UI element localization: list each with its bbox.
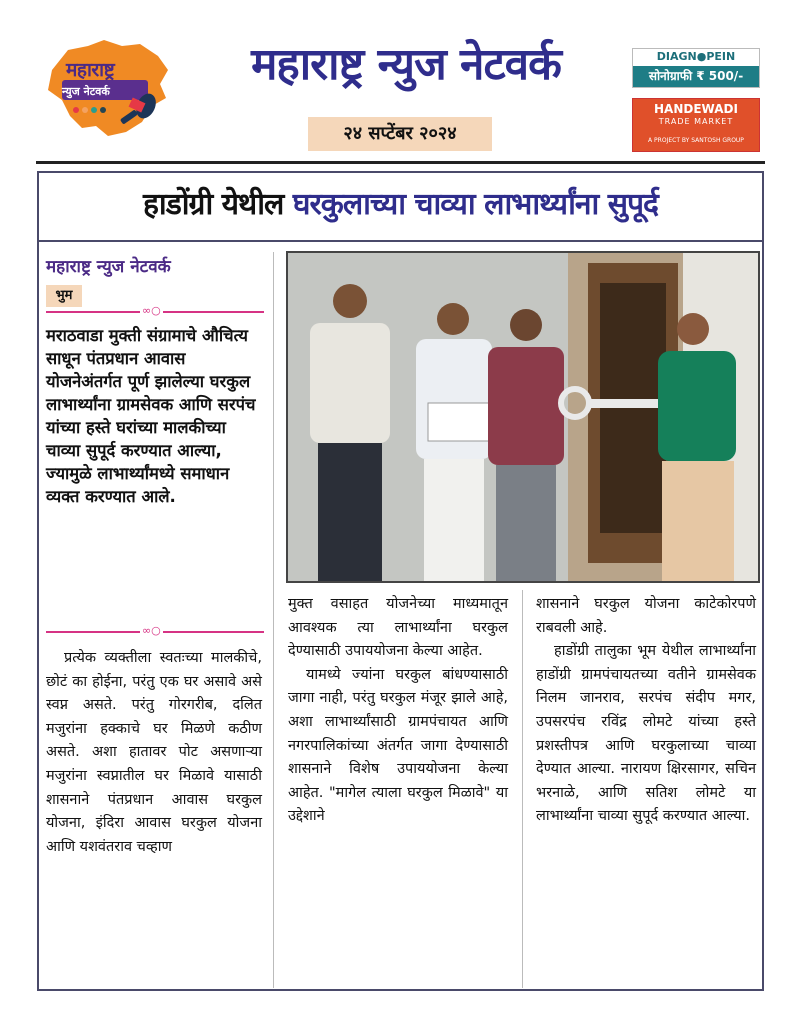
paragraph: हाडोंग्री तालुका भूम येथील लाभार्थ्यांना हाडोंग्री ग्रामपंचायतच्या वतीने ग्रामसेवक निलम जानराव, सरपंच संदीप मगर, उपसरपंच रविंद्र लोमटे यांच्या हस्ते प्रशस्तीपत्र आणि घरकुलाच्या चाव्या देण्यात आल्या. नारायण क्षिरसागर, सचिन भरनाळे, आणि सतिश लोमटे या लाभार्थ्यांना चाव्या सुपूर्द करण्यात आल्या. <box>536 643 756 825</box>
dateline-place: भुम <box>46 285 82 307</box>
logo-line1: महाराष्ट्र <box>66 59 115 81</box>
masthead-title: महाराष्ट्र न्युज नेटवर्क <box>251 39 561 90</box>
paragraph: मुक्त वसाहत योजनेच्या माध्यमातून आवश्यक त्या लाभार्थ्यांना घरकुल देण्यासाठी उपाययोजना केल्या आहेत. <box>288 596 508 660</box>
article-photo[interactable] <box>286 251 760 583</box>
headline-part1: हाडोंग्री येथील <box>143 187 284 222</box>
issue-date: २४ सप्टेंबर २०२४ <box>308 117 492 151</box>
article-byline: महाराष्ट्र न्युज नेटवर्क <box>46 257 171 277</box>
article-headline <box>40 182 761 223</box>
ad-diagnopein[interactable] <box>632 48 760 88</box>
article-column-3 <box>536 593 756 829</box>
paragraph: शासनाने घरकुल योजना काटेकोरपणे राबवली आहे. <box>536 596 756 636</box>
paragraph: प्रत्येक व्यक्तीला स्वतःच्या मालकीचे, छोटं का होईना, परंतु एक घर असावे असे स्वप्न असते. परंतु गोरगरीब, दलित मजुरांना हक्काचे घर मिळणे कठीण असते. अशा हातावर पोट असणाऱ्या मजुरांना स्वप्नातील घर मिळावे यासाठी शासनाने पंतप्रधान आवास घरकुल योजना, इंदिरा आवास घरकुल योजना आणि यशवंतराव चव्हाण <box>46 650 262 855</box>
headline-rule <box>38 240 763 242</box>
article-column-2 <box>288 593 508 829</box>
ad-handewadi-subtitle: TRADE MARKET <box>658 117 734 126</box>
article-column-1 <box>46 647 262 859</box>
logo-line2: न्युज नेटवर्क <box>62 85 110 98</box>
column-separator <box>522 590 523 988</box>
ad-diagnopein-offer: सोनोग्राफी ₹ 500/- <box>633 66 759 87</box>
headline-part2: घरकुलाच्या चाव्या लाभार्थ्यांना सुपूर्द <box>292 187 658 222</box>
column-separator <box>273 252 274 988</box>
ad-handewadi-title: HANDEWADI <box>654 102 738 116</box>
paragraph: यामध्ये ज्यांना घरकुल बांधण्यासाठी जागा नाही, परंतु घरकुल मंजूर झाले आहे, अशा लाभार्थ्यांसाठी ग्रामपंचायत आणि नगरपालिकांच्या अंतर्गत जागा देण्यासाठी शासनाने विशेष उपाययोजना केल्या आहेत. "मागेल त्याला घरकुल मिळावे" या उद्देशाने <box>288 666 508 825</box>
ad-handewadi-footer: A PROJECT BY SANTOSH GROUP <box>648 137 744 144</box>
ornament-icon: ∞○ <box>142 624 161 637</box>
ad-diagnopein-brand: DIAGN●PEIN <box>656 50 736 63</box>
ad-handewadi[interactable] <box>632 98 760 152</box>
key-handover-photo <box>288 253 758 581</box>
masthead-rule <box>36 161 765 164</box>
ornament-icon: ∞○ <box>142 304 161 317</box>
article-summary: मराठवाडा मुक्ती संग्रामाचे औचित्य साधून पंतप्रधान आवास योजनेअंतर्गत पूर्ण झालेल्या घरकुल लाभार्थ्यांना ग्रामसेवक आणि सरपंच यांच्या हस्ते घरांच्या मालकीच्या चाव्या सुपूर्द करण्यात आल्या, ज्यामुळे लाभार्थ्यांमध्ये समाधान व्यक्त करण्यात आले. <box>46 326 256 506</box>
